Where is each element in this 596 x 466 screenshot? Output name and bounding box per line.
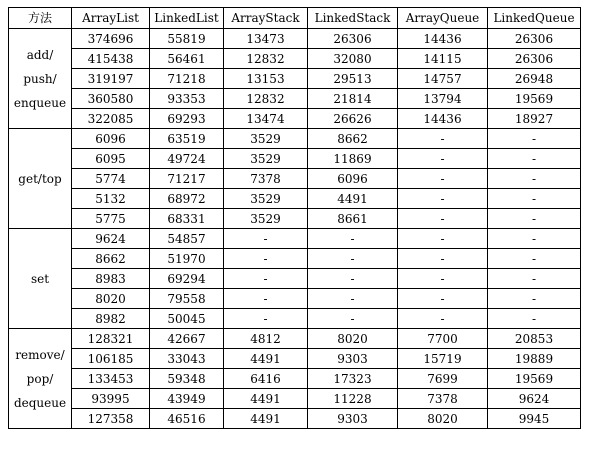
table-cell: - <box>308 249 398 269</box>
table-row <box>9 249 581 269</box>
table-cell: - <box>488 289 581 309</box>
table-cell: 20853 <box>488 329 581 349</box>
table-cell: 9303 <box>308 409 398 429</box>
table-cell: 13794 <box>398 89 488 109</box>
table-cell: 19889 <box>488 349 581 369</box>
table-cell: 6416 <box>224 369 308 389</box>
table-cell: - <box>224 309 308 329</box>
table-cell: 33043 <box>150 349 224 369</box>
table-cell: - <box>398 269 488 289</box>
method-label-line: enqueue <box>13 95 67 110</box>
method-cell <box>9 129 72 229</box>
table-cell: - <box>398 149 488 169</box>
table-cell: 26306 <box>488 49 581 69</box>
table-cell: 3529 <box>224 129 308 149</box>
performance-table <box>8 7 581 429</box>
table-cell: - <box>488 189 581 209</box>
table-cell: - <box>488 169 581 189</box>
performance-table-container <box>8 7 581 429</box>
table-cell: 7700 <box>398 329 488 349</box>
table-row <box>9 29 581 49</box>
table-cell: 127358 <box>72 409 150 429</box>
method-label-line: add/ <box>26 47 54 62</box>
header-linkedqueue: LinkedQueue <box>488 8 581 29</box>
table-row <box>9 169 581 189</box>
table-body <box>9 29 581 429</box>
table-cell: 42667 <box>150 329 224 349</box>
table-row <box>9 89 581 109</box>
method-label-line: set <box>30 271 50 286</box>
table-cell: 128321 <box>72 329 150 349</box>
table-cell: - <box>308 269 398 289</box>
method-label-line: remove/ <box>15 347 65 362</box>
method-label-line: dequeue <box>13 395 67 410</box>
table-cell: 71217 <box>150 169 224 189</box>
table-row <box>9 69 581 89</box>
header-linkedlist: LinkedList <box>150 8 224 29</box>
table-cell: - <box>488 309 581 329</box>
table-row <box>9 49 581 69</box>
table-cell: 8020 <box>308 329 398 349</box>
table-cell: 322085 <box>72 109 150 129</box>
table-row <box>9 189 581 209</box>
table-cell: 14115 <box>398 49 488 69</box>
table-cell: 26626 <box>308 109 398 129</box>
method-cell <box>9 29 72 129</box>
table-cell: 46516 <box>150 409 224 429</box>
table-cell: 59348 <box>150 369 224 389</box>
table-cell: 26306 <box>308 29 398 49</box>
table-cell: 19569 <box>488 369 581 389</box>
table-cell: 8662 <box>72 249 150 269</box>
table-cell: - <box>224 289 308 309</box>
table-cell: 21814 <box>308 89 398 109</box>
method-label-line: push/ <box>23 71 57 86</box>
table-cell: - <box>488 129 581 149</box>
table-cell: - <box>488 249 581 269</box>
table-cell: 49724 <box>150 149 224 169</box>
table-cell: 3529 <box>224 149 308 169</box>
table-cell: - <box>398 209 488 229</box>
table-row <box>9 269 581 289</box>
table-cell: 360580 <box>72 89 150 109</box>
method-cell <box>9 329 72 429</box>
table-cell: 4491 <box>224 389 308 409</box>
table-cell: 4491 <box>308 189 398 209</box>
table-cell: 415438 <box>72 49 150 69</box>
table-cell: 93353 <box>150 89 224 109</box>
table-cell: 4491 <box>224 409 308 429</box>
table-cell: 5774 <box>72 169 150 189</box>
method-label-line: pop/ <box>26 371 54 386</box>
table-cell: 93995 <box>72 389 150 409</box>
table-row <box>9 129 581 149</box>
table-cell: 18927 <box>488 109 581 129</box>
table-cell: 4491 <box>224 349 308 369</box>
table-cell: 26948 <box>488 69 581 89</box>
table-cell: - <box>488 209 581 229</box>
table-cell: 13474 <box>224 109 308 129</box>
method-label-line: get/top <box>18 171 62 186</box>
table-cell: - <box>488 149 581 169</box>
table-cell: 133453 <box>72 369 150 389</box>
header-method: 方法 <box>9 8 72 29</box>
table-cell: 7378 <box>224 169 308 189</box>
table-cell: 68972 <box>150 189 224 209</box>
table-cell: 69293 <box>150 109 224 129</box>
table-cell: - <box>398 229 488 249</box>
table-cell: 13153 <box>224 69 308 89</box>
table-cell: 3529 <box>224 209 308 229</box>
table-row <box>9 209 581 229</box>
table-cell: 14436 <box>398 109 488 129</box>
table-cell: 56461 <box>150 49 224 69</box>
table-row <box>9 289 581 309</box>
table-cell: - <box>224 269 308 289</box>
table-cell: 9624 <box>488 389 581 409</box>
table-cell: 9624 <box>72 229 150 249</box>
table-cell: 51970 <box>150 249 224 269</box>
table-cell: 8661 <box>308 209 398 229</box>
table-cell: - <box>398 309 488 329</box>
table-cell: - <box>398 129 488 149</box>
table-cell: 15719 <box>398 349 488 369</box>
table-cell: 17323 <box>308 369 398 389</box>
table-cell: 8020 <box>398 409 488 429</box>
table-cell: 4812 <box>224 329 308 349</box>
table-cell: 9945 <box>488 409 581 429</box>
table-row <box>9 109 581 129</box>
table-cell: - <box>488 229 581 249</box>
table-cell: 7378 <box>398 389 488 409</box>
table-cell: - <box>308 309 398 329</box>
table-cell: 55819 <box>150 29 224 49</box>
table-row <box>9 389 581 409</box>
table-cell: 14757 <box>398 69 488 89</box>
table-cell: 69294 <box>150 269 224 289</box>
table-cell: 29513 <box>308 69 398 89</box>
method-cell <box>9 229 72 329</box>
header-linkedstack: LinkedStack <box>308 8 398 29</box>
table-cell: 19569 <box>488 89 581 109</box>
table-cell: 26306 <box>488 29 581 49</box>
table-cell: 319197 <box>72 69 150 89</box>
table-cell: 12832 <box>224 49 308 69</box>
table-cell: - <box>398 189 488 209</box>
table-cell: 68331 <box>150 209 224 229</box>
table-cell: 43949 <box>150 389 224 409</box>
table-cell: 6095 <box>72 149 150 169</box>
table-cell: 8662 <box>308 129 398 149</box>
table-row <box>9 329 581 349</box>
table-cell: 6096 <box>308 169 398 189</box>
table-cell: - <box>488 269 581 289</box>
table-cell: 54857 <box>150 229 224 249</box>
table-cell: 11869 <box>308 149 398 169</box>
table-cell: 32080 <box>308 49 398 69</box>
table-row <box>9 409 581 429</box>
table-cell: 8982 <box>72 309 150 329</box>
table-cell: 9303 <box>308 349 398 369</box>
table-cell: 5132 <box>72 189 150 209</box>
table-row <box>9 309 581 329</box>
header-arraylist: ArrayList <box>72 8 150 29</box>
table-cell: 79558 <box>150 289 224 309</box>
table-cell: - <box>398 169 488 189</box>
table-row <box>9 229 581 249</box>
header-row <box>9 8 581 29</box>
table-cell: 71218 <box>150 69 224 89</box>
table-cell: 106185 <box>72 349 150 369</box>
table-cell: - <box>398 249 488 269</box>
table-cell: - <box>224 249 308 269</box>
header-arraystack: ArrayStack <box>224 8 308 29</box>
table-cell: 50045 <box>150 309 224 329</box>
table-cell: 63519 <box>150 129 224 149</box>
table-cell: - <box>308 289 398 309</box>
table-cell: 13473 <box>224 29 308 49</box>
table-cell: - <box>308 229 398 249</box>
table-cell: - <box>224 229 308 249</box>
table-cell: 8983 <box>72 269 150 289</box>
table-cell: - <box>398 289 488 309</box>
table-cell: 7699 <box>398 369 488 389</box>
table-cell: 374696 <box>72 29 150 49</box>
table-row <box>9 349 581 369</box>
table-row <box>9 149 581 169</box>
table-row <box>9 369 581 389</box>
table-cell: 3529 <box>224 189 308 209</box>
table-cell: 8020 <box>72 289 150 309</box>
table-cell: 5775 <box>72 209 150 229</box>
header-arrayqueue: ArrayQueue <box>398 8 488 29</box>
table-cell: 11228 <box>308 389 398 409</box>
table-cell: 14436 <box>398 29 488 49</box>
table-cell: 6096 <box>72 129 150 149</box>
table-cell: 12832 <box>224 89 308 109</box>
